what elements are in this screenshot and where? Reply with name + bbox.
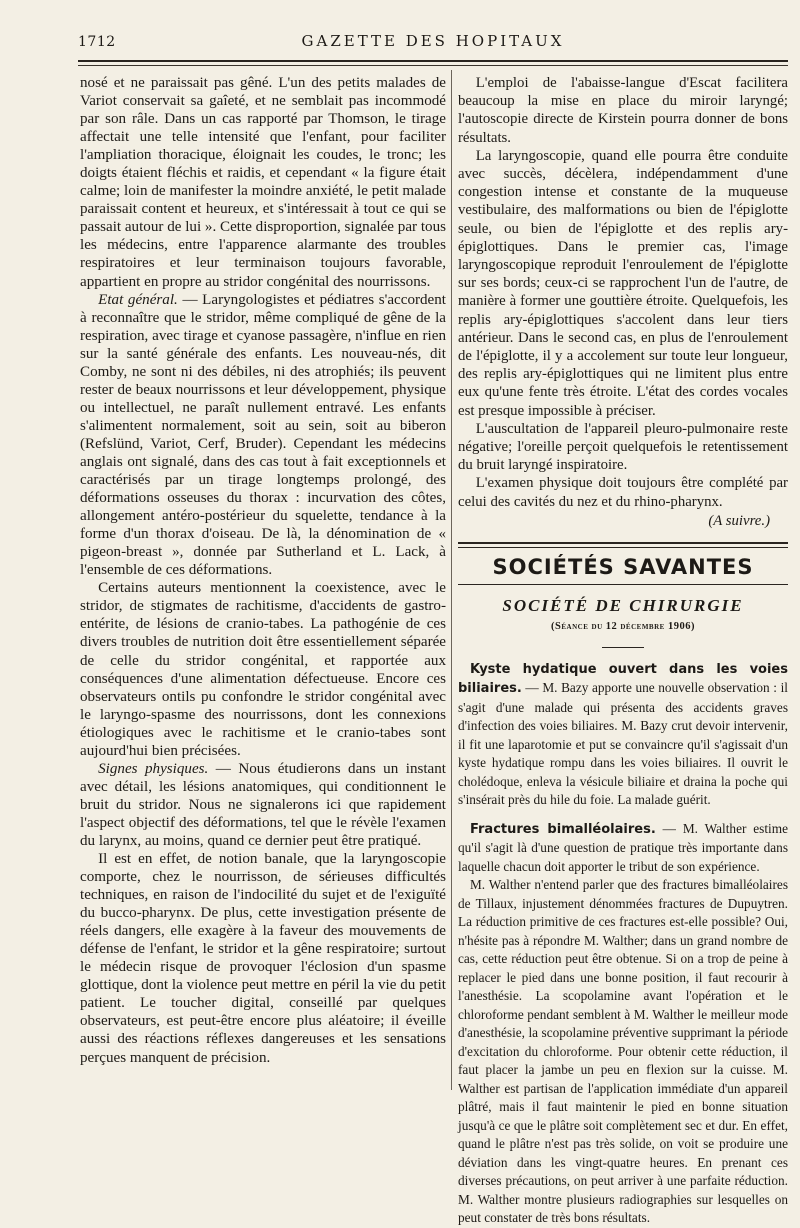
item-text: — M. Walther estime qu'il s'agit là d'une question de pratique très importante dans laquelle chacun doit apporter le tribut de son expérience. [458, 820, 788, 874]
header-rule-thin [78, 65, 788, 66]
short-divider [602, 647, 644, 648]
item-title: Kyste hydatique ouvert dans les voies biliaires. [458, 661, 788, 697]
paragraph: L'examen physique doit toujours être complété par celui des cavités du nez et du rhino-pharynx. [458, 475, 788, 510]
paragraph-signes-physiques [80, 760, 446, 850]
proceeding-item [458, 660, 788, 810]
paragraph: L'auscultation de l'appareil pleuro-pulmonaire reste négative; l'oreille perçoit quelquefois le retentissement du bruit laryngé inspiratoire. [458, 420, 788, 474]
item-title: Fractures bimalléolaires. [469, 821, 656, 837]
header-rule [78, 60, 788, 62]
section-title: SOCIÉTÉS SAVANTES [492, 555, 754, 580]
subheading: Signes physiques. [98, 760, 209, 777]
paragraph-text: — Nous étudierons dans un instant avec détail, les lésions anatomiques, qui conditionnent le bruit du stridor. Nous ne signalerons ici que rapidement l'aspect objectif des déformations, tel que le révèle l'examen du larynx, au moins, quand ce dernier peut être pratiqué. [80, 760, 446, 849]
to-be-continued: (A suivre.) [708, 512, 770, 529]
column-divider [451, 70, 452, 1090]
paragraph: nosé et ne paraissait pas gêné. L'un des petits malades de Variot conservait sa gaîeté, et ne semblait pas incommodé par son râle. Dans un cas rapporté par Thomson, le tirage affectait une telle intensité que l'enfant, pour faciliter l'ampliation thoracique, éloignait les coudes, le tronc; les doigts étaient fléchis et raidis, et cependant « la figure était calme; loin de manifester la moindre anxiété, le petit malade paraissait content et heureux, et s'intéressait à tout ce qui se passait autour de lui ». Cette disproportion, signalée par tous les médecins, entre l'apparence alarmante des troubles respiratoires et leur terminaison toujours favorable, appartient en propre au stridor congénital des nourrissons. [80, 75, 446, 290]
section-rule [458, 542, 788, 548]
proceedings [458, 660, 788, 1228]
subheading: Etat général. [98, 291, 178, 308]
proceeding-item [458, 820, 788, 877]
left-column [80, 74, 446, 1067]
paragraph: L'emploi de l'abaisse-langue d'Escat facilitera beaucoup la mise en place du miroir laryngé; l'autoscopie directe de Kirstein pourra donner de bons résultats. [458, 75, 788, 146]
right-column [458, 74, 788, 1228]
paragraph: Certains auteurs mentionnent la coexistence, avec le stridor, de stigmates de rachitisme, d'accidents de gastro-entérite, de lésions de cranio-tabes. La pathogénie de ces divers troubles de nutrition doit être essentiellement séparée de celle du stridor congénital, et rapportée aux conséquences d'une alimentation défectueuse. Encore ces observateurs ontils pu confondre le stridor congénital avec le laryngo-spasme des nourrissons, dont les connexions étiologiques avec le rachitisme et le cranio-tabes sont aujourd'hui bien précisées. [80, 580, 446, 759]
page-header [78, 28, 788, 58]
running-title: GAZETTE DES HOPITAUX [301, 32, 565, 50]
session-date: (Séance du 12 décembre 1906) [551, 621, 695, 633]
paragraph: Il est en effet, de notion banale, que la laryngoscopie comporte, chez le nourrisson, de sérieuses difficultés techniques, en raison de l'indocilité du sujet et de l'exiguïté du bucco-pharynx. De plus, cette investigation présente de réels dangers, elle exagère à la faveur des mouvements de défense de l'enfant, le stridor et la gêne respiratoire; surtout le médecin risque de provoquer l'éclosion d'un spasme glottique, dont la violence peut mettre en péril la vie du petit patient. Le toucher digital, conseillé par quelques observateurs, est peut-être encore plus aléatoire; il éveille aussi des réactions réflexes dangereuses et les sensations perçues manquent de précision. [80, 851, 446, 1066]
section-rule-thin [458, 584, 788, 585]
paragraph-etat-general [80, 291, 446, 580]
paragraph-text: — Laryngologistes et pédiatres s'accordent à reconnaître que le stridor, même compliqué de gêne de la respiration, avec tirage et cyanose passagère, n'influe en rien sur la santé générale des enfants. Les nouveau-nés, dit Comby, ne sont ni des débiles, ni des atrophiés; ils peuvent rester de beaux nourrissons et leur développement, physique ou intellectuel, ne paraît nullement entravé. Les enfants s'alimentent normalement, soit au sein, soit au biberon (Refslünd, Variot, Cerf, Bruder). Cependant les médecins anglais ont signalé, dans des cas tout à fait exceptionnels et caractérisés par un tirage longtemps prolongé, des déformations osseuses du thorax : incurvation des côtes, allongement antéro-postérieur du squelette, tendance à la forme d'un thorax d'oiseau. De là, la dénomination de « pigeon-breast », donnée par Sutherland et L. Lack, à l'ensemble de ces déformations. [80, 291, 446, 579]
item-text: — M. Bazy apporte une nouvelle observation : il s'agit d'une malade qui présenta des accidents graves d'infection des voies biliaires. M. Bazy crut devoir intervenir, il fit une laparotomie et put se convaincre qu'il s'agissait d'un kyste hydatique rompu dans les voies biliaires. Il ouvrit le cholédoque, enleva la vésicule biliaire et draina la poche qui s'insérait près du hile du foie. La malade guérit. [458, 680, 788, 808]
page-number: 1712 [78, 34, 116, 50]
society-title: SOCIÉTÉ DE CHIRURGIE [502, 596, 744, 616]
paragraph: M. Walther n'entend parler que des fractures bimalléolaires de Tillaux, injustement dénommées fractures de Dupuytren. La réduction primitive de ces fractures est-elle possible? Oui, n'hésite pas à répondre M. Walther; dans un grand nombre de cas, cette réduction peut être obtenue. Si on a trop de peine à replacer le pied dans une bonne position, il faut recourir à l'anesthésie. La scopolamine avant l'opération et le chloroforme pendant semblent à M. Walther le meilleur mode d'anesthésie, la scopolamine préventive supprimant la période d'excitation du chloroforme. Pour obtenir cette réduction, il faut placer la jambe un peu en flexion sur la cuisse. M. Walther est partisan de l'application immédiate d'un appareil plâtré, mais il faut maintenir le pied en bonne situation jusqu'à ce que le plâtre soit complètement sec et dur. En effet, quand le plâtre n'est pas très solide, on voit se produire une déviation dans les vingt-quatre heures. En prenant ces diverses précautions, on peut arriver à une parfaite réduction. M. Walther montre plusieurs radiographies sur lesquelles on peut constater de très bons résultats. [458, 877, 788, 1226]
paragraph: La laryngoscopie, quand elle pourra être conduite avec succès, décèlera, indépendamment d'une congestion intense et constante de la muqueuse vestibulaire, des malformations ou bien de l'épiglotte seule, ou bien de l'épiglotte et des replis ary-épiglottiques. Dans le premier cas, l'image laryngoscopique reproduit l'enroulement de l'épiglotte sur ses bords; ceux-ci se rapprochent l'un de l'autre, de manière à former une gouttière étroite. Quelquefois, les replis ary-épiglottiques s'accolent dans leur tiers antérieur. Dans le second cas, en plus de l'enroulement de l'épiglotte, il y a accolement sur toute leur longueur, des replis ary-épiglottiques qui ne limitent plus entre eux qu'une fente très étroite. L'état des cordes vocales est presque impossible à préciser. [458, 147, 788, 419]
